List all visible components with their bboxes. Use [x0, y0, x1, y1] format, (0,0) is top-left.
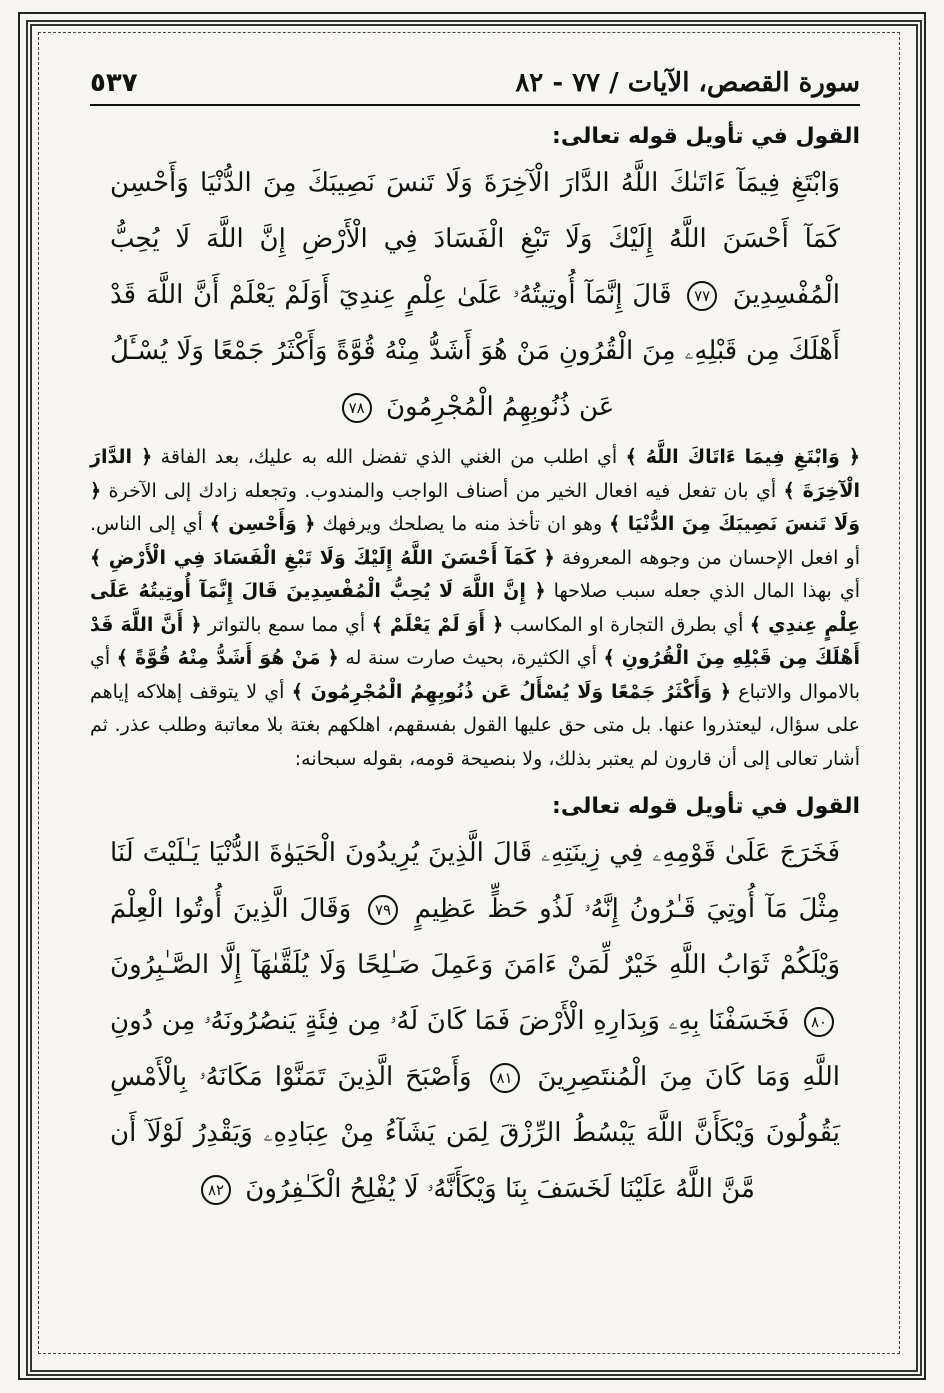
verse-line: قَبْلِهِۦ مِنَ الْقُرُونِ مَنْ هُوَ أَشَدُّ مِنْهُ قُوَّةً وَأَكْثَرُ جَمْعًا وَلَا يُسْـَٔلُ عَن ذُنُوبِهِمُ	[110, 336, 738, 422]
verse-line: وَيْكَأَنَّهُۥ لَا يُفْلِحُ الْكَـٰفِرُونَ	[245, 1174, 497, 1204]
commentary-text: أي بهذا المال الذي جعله سبب صلاحها	[545, 580, 860, 602]
commentary-paragraph	[90, 441, 860, 776]
verse-line: فَخَرَجَ عَلَىٰ قَوْمِهِۦ فِي زِينَتِهِۦ قَالَ الَّذِينَ يُرِيدُونَ الْحَيَوٰةَ الدُّنْيَا يَـٰلَيْتَ لَنَا مِثْلَ مَآ	[110, 838, 841, 924]
quran-quote: ﴿ وَابْتَغِ فِيمَا ءَاتَاكَ اللَّهُ ﴾	[625, 446, 861, 468]
verse-line: قَالَ إِنَّمَآ أُوتِيتُهُۥ عَلَىٰ عِلْمٍ عِندِيٓ أَوَلَمْ يَعْلَمْ أَنَّ اللَّهَ قَدْ أَهْلَكَ مِن	[110, 280, 840, 366]
commentary-text: أي بطرق التجارة او المكاسب	[503, 613, 750, 636]
ayah-number-marker: ٨١	[490, 1063, 520, 1093]
header-title: سورة القصص، الآيات / ٧٧ - ٨٢	[515, 68, 860, 98]
quran-quote: ﴿ كَمَآ أَحْسَنَ اللَّهُ إِلَيْكَ وَلَا تَبْغِ الْفَسَادَ فِي الْأَرْضِ ﴾	[90, 546, 555, 569]
verse-block-2	[90, 825, 860, 1217]
ayah-number-marker: ٧٧	[687, 281, 717, 311]
ayah-number-marker: ٧٨	[342, 393, 372, 423]
section-title-2: القول في تأويل قوله تعالى:	[552, 794, 860, 819]
verse-line: وَابْتَغِ فِيمَآ ءَاتَىٰكَ اللَّهُ الدَّارَ الْآخِرَةَ وَلَا تَنسَ نَصِيبَكَ مِنَ الدُّنْيَا	[199, 168, 841, 198]
quran-quote: ﴿ وَلَا تَنسَ نَصِيبَكَ مِنَ الدُّنْيَا ﴾	[90, 479, 861, 535]
commentary-text: أي بان تفعل فيه افعال الخير من أصناف الواجب والمندوب. وتجعله زادك إلى الآخرة	[101, 479, 784, 502]
commentary-text: أي بالاموال والاتباع	[90, 647, 860, 703]
commentary-text: وهو ان تأخذ منه ما يصلحك ويرفهك	[315, 513, 610, 535]
verse-line: فَخَسَفْنَا بِهِۦ وَبِدَارِهِ الْأَرْضَ فَمَا كَانَ لَهُۥ مِن فِئَةٍ يَنصُرُونَهُۥ مِن دُونِ اللَّهِ وَمَا كَانَ	[110, 1006, 841, 1092]
page-header	[90, 58, 860, 106]
ayah-number-marker: ٨٠	[804, 1007, 834, 1037]
ayah-number-marker: ٨٢	[201, 1175, 231, 1205]
verse-line: الْمُفْسِدِينَ	[732, 280, 840, 310]
quran-quote: ﴿ أَوَ لَمْ يَعْلَمْ ﴾	[371, 613, 504, 636]
verse-line: الْمُجْرِمُونَ	[385, 392, 494, 422]
verse-line: يَبْسُطُ الرِّزْقَ لِمَن يَشَآءُ مِنْ عِبَادِهِۦ وَيَقْدِرُ لَوْلَآ أَن مَّنَّ اللَّهُ عَلَيْنَا لَخَسَفَ بِنَا	[110, 1118, 755, 1204]
verse-line: وَأَحْسِن كَمَآ أَحْسَنَ اللَّهُ إِلَيْكَ وَلَا تَبْغِ الْفَسَادَ فِي الْأَرْضِ إِنَّ اللَّهَ لَا يُحِبُّ	[110, 168, 840, 254]
commentary-text: أي اطلب من الغني الذي تفضل الله به عليك، بعد الفاقة	[152, 446, 626, 468]
quran-quote: ﴿ وَأَكْثَرُ جَمْعًا وَلَا يُسْأَلُ عَن ذُنُوبِهِمُ الْمُجْرِمُونَ ﴾	[291, 680, 732, 703]
ayah-number-marker: ٧٩	[368, 895, 398, 925]
commentary-text: أي إلى الناس. أو افعل الإحسان من وجوهه المعروفة	[90, 513, 860, 569]
quran-quote: ﴿ إِنَّ اللَّهَ لَا يُحِبُّ الْمُفْسِدِينَ قَالَ إِنَّمَآ أُوتِيتُهُ عَلَى عِلْمٍ عِندِي ﴾	[90, 580, 860, 636]
commentary-text: أي لا يتوقف إهلاكه إياهم على سؤال، ليعتذروا عنها. بل متى حق عليها القول بفسقهم، اهلكهم بغتة بلا معاتبة وطلب عذر. ثم أشار تعالى إلى أن قارون لم يعتبر بذلك، ولا بنصيحة قومه، بقوله سبحانه:	[90, 680, 860, 770]
quran-quote: ﴿ وَأَحْسِن ﴾	[209, 513, 316, 535]
quran-quote: ﴿ الدَّارَ الْآخِرَةَ ﴾	[90, 446, 860, 502]
commentary-text: أي مما سمع بالتواتر	[201, 613, 372, 636]
page-content	[90, 58, 860, 1217]
verse-block-1	[90, 155, 860, 435]
page-number: ٥٣٧	[90, 68, 138, 98]
commentary-text: أي الكثيرة، بحيث صارت سنة له	[338, 647, 604, 669]
verse-line: ثَوَابُ اللَّهِ خَيْرٌ لِّمَنْ ءَامَنَ وَعَمِلَ صَـٰلِحًا وَلَا يُلَقَّىٰهَآ إِلَّا الصَّـٰبِرُونَ	[110, 950, 770, 980]
verse-line: وَأَصْبَحَ الَّذِينَ تَمَنَّوْا مَكَانَهُۥ بِالْأَمْسِ يَقُولُونَ وَيْكَأَنَّ اللَّهَ	[110, 1062, 841, 1148]
quran-quote: ﴿ مَنْ هُوَ أَشَدُّ مِنْهُ قُوَّةً ﴾	[116, 647, 339, 669]
verse-line: مِنَ الْمُنتَصِرِينَ	[537, 1062, 693, 1092]
verse-line: وَقَالَ الَّذِينَ أُوتُوا الْعِلْمَ وَيْلَكُمْ	[110, 894, 841, 980]
verse-line: أُوتِيَ قَـٰرُونُ إِنَّهُۥ لَذُو حَظٍّ عَظِيمٍ	[414, 894, 756, 924]
quran-quote: ﴿ أَنَّ اللَّهَ قَدْ أَهْلَكَ مِن قَبْلِهِ مِنَ الْقُرُونِ ﴾	[90, 613, 860, 669]
section-title-1: القول في تأويل قوله تعالى:	[552, 124, 860, 149]
